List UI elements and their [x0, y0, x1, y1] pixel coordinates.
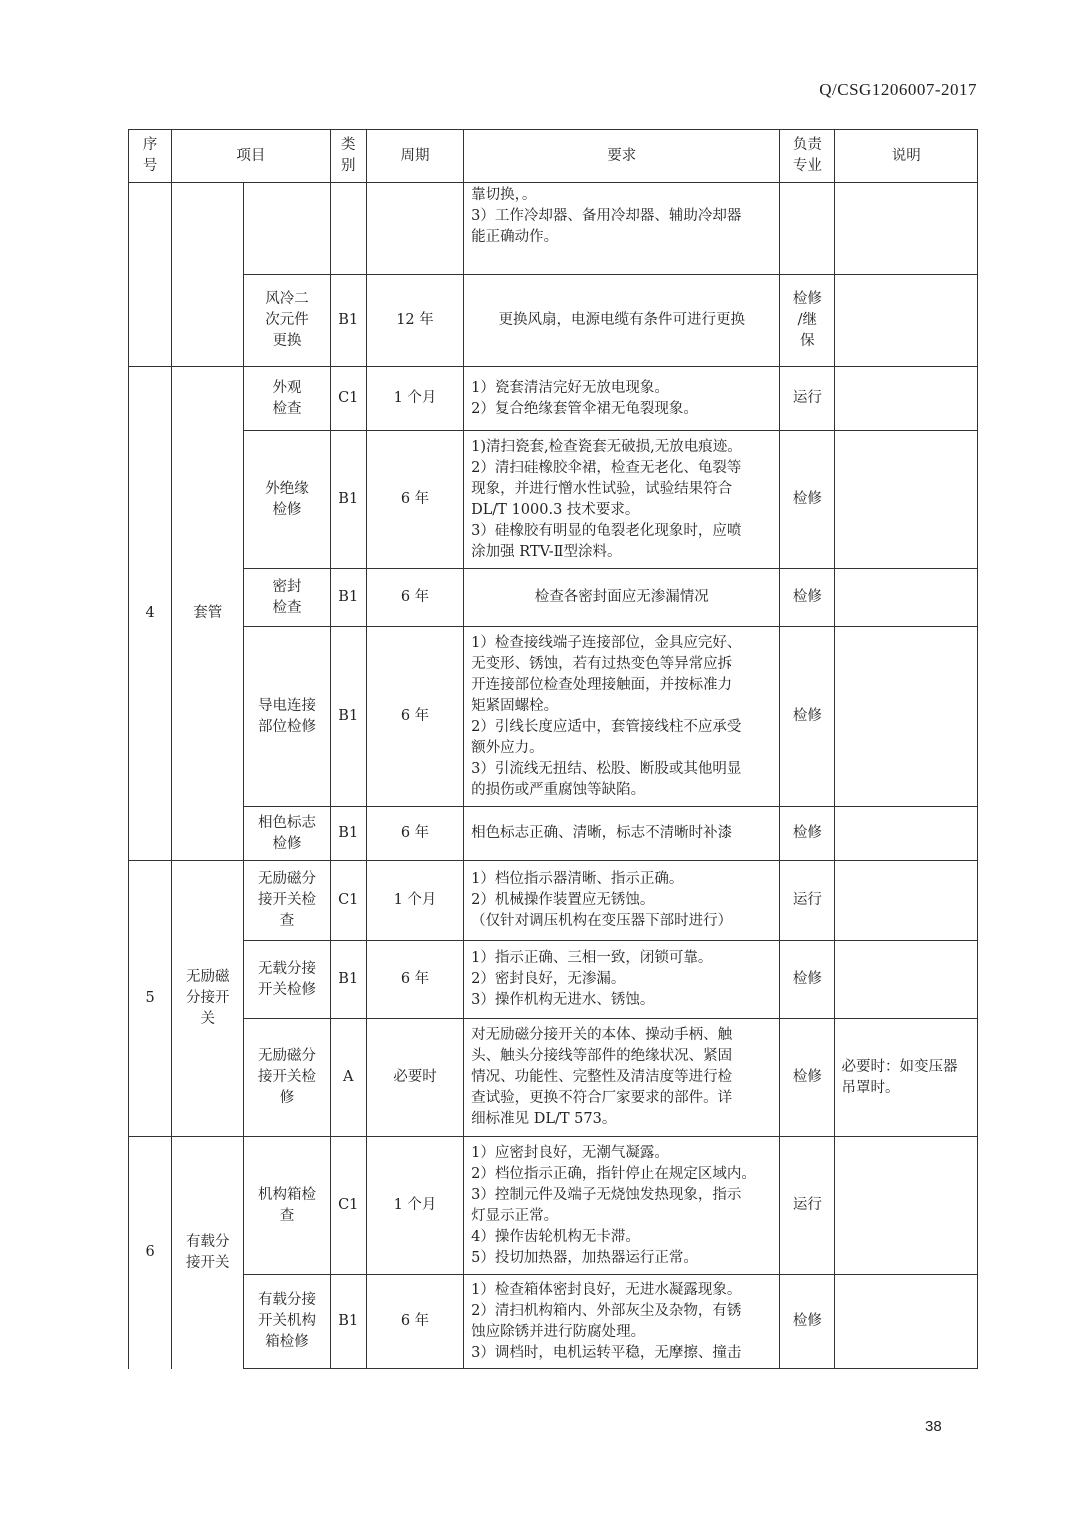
table-row: [129, 807, 978, 861]
note-cell: [835, 627, 978, 807]
category-cell: B1: [330, 1275, 366, 1369]
note-cell: [835, 807, 978, 861]
seq-cell: 4: [129, 367, 172, 861]
page-number: 38: [925, 1418, 942, 1435]
requirement-cell: 靠切换，。 3）工作冷却器、备用冷却器、辅助冷却器 能正确动作。: [464, 183, 780, 275]
table-row: [129, 569, 978, 627]
requirement-cell: 1）瓷套清洁完好无放电现象。 2）复合绝缘套管伞裙无龟裂现象。: [464, 367, 780, 431]
note-cell: [835, 183, 978, 275]
category-cell: A: [330, 1019, 366, 1137]
sub-item-cell: 密封 检查: [244, 569, 330, 627]
group-cell: [172, 183, 244, 367]
period-cell: 6 年: [366, 627, 463, 807]
note-cell: [835, 1137, 978, 1275]
table-row: [129, 1019, 978, 1137]
responsible-cell: 检修 /继 保: [780, 275, 835, 367]
group-cell: 套管: [172, 367, 244, 861]
period-cell: [366, 183, 463, 275]
category-cell: [330, 183, 366, 275]
category-cell: B1: [330, 627, 366, 807]
period-cell: 6 年: [366, 431, 463, 569]
period-cell: 1 个月: [366, 861, 463, 941]
category-cell: B1: [330, 431, 366, 569]
document-code: Q/CSG1206007-2017: [819, 80, 977, 99]
responsible-cell: 检修: [780, 807, 835, 861]
responsible-cell: 检修: [780, 627, 835, 807]
seq-cell: [129, 183, 172, 367]
note-cell: 必要时：如变压器 吊罩时。: [835, 1019, 978, 1137]
group-cell: 无励磁 分接开 关: [172, 861, 244, 1137]
responsible-cell: 检修: [780, 1275, 835, 1369]
seq-cell: 6: [129, 1137, 172, 1369]
category-cell: C1: [330, 1137, 366, 1275]
sub-item-cell: 机构箱检 查: [244, 1137, 330, 1275]
responsible-cell: 检修: [780, 941, 835, 1019]
header-seq: 序 号: [129, 130, 172, 183]
table-row: [129, 861, 978, 941]
category-cell: B1: [330, 275, 366, 367]
table-row: [129, 367, 978, 431]
category-cell: C1: [330, 861, 366, 941]
requirement-cell: 1)清扫瓷套,检查瓷套无破损,无放电痕迹。 2）清扫硅橡胶伞裙，检查无老化、龟裂等 现象，并进行憎水性试验，试验结果符合 DL/T 1000.3 技术要求。 3）硅橡胶有明显的龟裂老化现象时，应喷 涂加强 RTV-Ⅱ型涂料。: [464, 431, 780, 569]
period-cell: 6 年: [366, 1275, 463, 1369]
period-cell: 6 年: [366, 941, 463, 1019]
note-cell: [835, 861, 978, 941]
table-row: [129, 183, 978, 275]
header-category: 类 别: [330, 130, 366, 183]
sub-item-cell: 外绝缘 检修: [244, 431, 330, 569]
table-row: [129, 275, 978, 367]
table-row: [129, 431, 978, 569]
sub-item-cell: [244, 183, 330, 275]
header-item: 项目: [172, 130, 331, 183]
note-cell: [835, 1275, 978, 1369]
category-cell: C1: [330, 367, 366, 431]
requirement-cell: 1）指示正确、三相一致，闭锁可靠。 2）密封良好，无渗漏。 3）操作机构无进水、锈蚀。: [464, 941, 780, 1019]
sub-item-cell: 外观 检查: [244, 367, 330, 431]
header-period: 周期: [366, 130, 463, 183]
requirement-cell: 1）应密封良好，无潮气凝露。 2）档位指示正确，指针停止在规定区域内。 3）控制元件及端子无烧蚀发热现象，指示 灯显示正常。 4）操作齿轮机构无卡滞。 5）投切加热器，加热器运行正常。: [464, 1137, 780, 1275]
sub-item-cell: 风冷二 次元件 更换: [244, 275, 330, 367]
sub-item-cell: 无励磁分 接开关检 查: [244, 861, 330, 941]
header-note: 说明: [835, 130, 978, 183]
period-cell: 12 年: [366, 275, 463, 367]
requirement-cell: 1）档位指示器清晰、指示正确。 2）机械操作装置应无锈蚀。 （仅针对调压机构在变压器下部时进行）: [464, 861, 780, 941]
period-cell: 必要时: [366, 1019, 463, 1137]
responsible-cell: 检修: [780, 431, 835, 569]
responsible-cell: 运行: [780, 861, 835, 941]
sub-item-cell: 无载分接 开关检修: [244, 941, 330, 1019]
sub-item-cell: 导电连接 部位检修: [244, 627, 330, 807]
period-cell: 6 年: [366, 569, 463, 627]
requirement-cell: 相色标志正确、清晰，标志不清晰时补漆: [464, 807, 780, 861]
table-row: [129, 1275, 978, 1369]
sub-item-cell: 有载分接 开关机构 箱检修: [244, 1275, 330, 1369]
maintenance-spec-table: [128, 129, 978, 1369]
table-row: [129, 941, 978, 1019]
period-cell: 1 个月: [366, 367, 463, 431]
header-responsible: 负责 专业: [780, 130, 835, 183]
responsible-cell: 检修: [780, 569, 835, 627]
note-cell: [835, 367, 978, 431]
responsible-cell: 检修: [780, 1019, 835, 1137]
table-row: [129, 1137, 978, 1275]
category-cell: B1: [330, 807, 366, 861]
requirement-cell: 更换风扇，电源电缆有条件可进行更换: [464, 275, 780, 367]
requirement-cell: 检查各密封面应无渗漏情况: [464, 569, 780, 627]
category-cell: B1: [330, 941, 366, 1019]
period-cell: 1 个月: [366, 1137, 463, 1275]
header-row: [129, 130, 978, 183]
table-row: [129, 627, 978, 807]
group-cell: 有载分 接开关: [172, 1137, 244, 1369]
sub-item-cell: 相色标志 检修: [244, 807, 330, 861]
requirement-cell: 1）检查箱体密封良好，无进水凝露现象。 2）清扫机构箱内、外部灰尘及杂物，有锈 蚀应除锈并进行防腐处理。 3）调档时，电机运转平稳，无摩擦、撞击: [464, 1275, 780, 1369]
note-cell: [835, 569, 978, 627]
responsible-cell: 运行: [780, 1137, 835, 1275]
header-requirement: 要求: [464, 130, 780, 183]
requirement-cell: 对无励磁分接开关的本体、操动手柄、触 头、触头分接线等部件的绝缘状况、紧固 情况、功能性、完整性及清洁度等进行检 查试验，更换不符合厂家要求的部件。详 细标准见 DL/T 573。: [464, 1019, 780, 1137]
note-cell: [835, 431, 978, 569]
note-cell: [835, 941, 978, 1019]
period-cell: 6 年: [366, 807, 463, 861]
requirement-cell: 1）检查接线端子连接部位，金具应完好、 无变形、锈蚀，若有过热变色等异常应拆 开连接部位检查处理接触面，并按标准力 矩紧固螺栓。 2）引线长度应适中，套管接线柱不应承受 额外应力。 3）引流线无扭结、松股、断股或其他明显 的损伤或严重腐蚀等缺陷。: [464, 627, 780, 807]
note-cell: [835, 275, 978, 367]
seq-cell: 5: [129, 861, 172, 1137]
category-cell: B1: [330, 569, 366, 627]
responsible-cell: 运行: [780, 367, 835, 431]
responsible-cell: [780, 183, 835, 275]
sub-item-cell: 无励磁分 接开关检 修: [244, 1019, 330, 1137]
